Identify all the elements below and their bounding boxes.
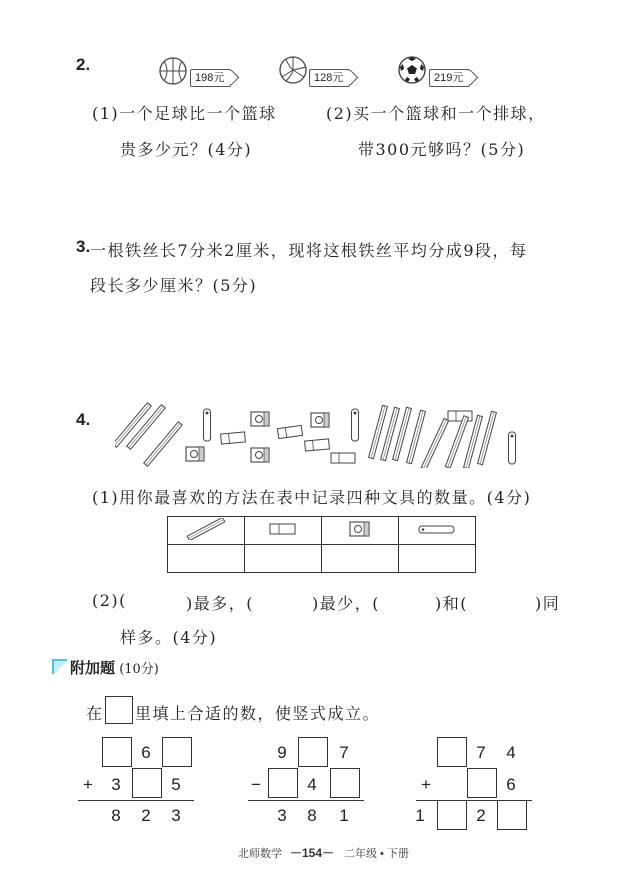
p1-result-tens: 2: [141, 806, 151, 825]
q4-sub2-e: )同: [535, 594, 561, 613]
bonus-instruction-pre: 在: [86, 704, 104, 723]
pencil-group-left: [115, 403, 182, 467]
p1-row2-ones: 5: [171, 775, 181, 794]
p2-row1-hundreds: 9: [277, 743, 287, 762]
p1-row1-tens: 6: [141, 743, 151, 762]
q4-sub1: (1)用你最喜欢的方法在表中记录四种文具的数量。(4分): [92, 488, 532, 507]
section-marker-icon: [52, 659, 67, 674]
q4-sub2-a: (2)(: [92, 591, 127, 610]
q4-number: 4.: [76, 410, 91, 429]
volleyball-price: 128元: [309, 69, 350, 87]
table-header-sharpener: [322, 517, 399, 545]
p1-sum-line: [78, 800, 194, 801]
q4-sub2-d: )和(: [435, 594, 468, 613]
p3-result-tens: 2: [476, 806, 486, 825]
p1-row2-tens-box[interactable]: [132, 768, 162, 798]
p2-row1-ones: 7: [339, 743, 349, 762]
p3-operator: +: [421, 775, 431, 794]
p2-result-ones: 1: [339, 806, 349, 825]
q3-line1: 一根铁丝长7分米2厘米，现将这根铁丝平均分成9段，每: [90, 241, 528, 260]
bonus-instruction-post: 里填上合适的数，使竖式成立。: [135, 704, 381, 723]
footer-grade: 二年级 • 下册: [344, 848, 409, 860]
p2-operator: −: [251, 775, 261, 794]
basketball-icon: [158, 56, 188, 86]
stationery-illustration: [115, 402, 525, 468]
p2-row2-ones-box[interactable]: [330, 768, 360, 798]
p2-difference-line: [248, 800, 364, 801]
q2-sub1-line2: 贵多少元？(4分): [120, 140, 253, 159]
p2-row1-tens-box[interactable]: [298, 737, 328, 767]
p3-result-ones-box[interactable]: [497, 800, 527, 830]
table-header-pencil: [168, 517, 245, 545]
football-icon: [397, 55, 427, 85]
p2-row2-hundreds-box[interactable]: [268, 768, 298, 798]
table-cell-ruler-count[interactable]: [399, 545, 476, 573]
p3-row1-ones: 4: [506, 743, 516, 762]
q2-sub1-line1: (1)一个足球比一个篮球: [92, 104, 277, 123]
p1-row2-hundreds: 3: [111, 775, 121, 794]
pencil-icon: [181, 518, 231, 540]
q4-sub2-c: )最少，(: [312, 594, 380, 613]
p3-row2-ones: 6: [506, 775, 516, 794]
q4-sub2-line2: 样多。(4分): [120, 628, 218, 647]
basketball-price: 198元: [190, 69, 231, 87]
p1-row1-ones-box[interactable]: [162, 737, 192, 767]
eraser-icon: [268, 522, 298, 536]
q3-number: 3.: [76, 237, 91, 256]
p2-row2-tens: 4: [307, 775, 317, 794]
footer-page-number: －154－: [290, 846, 335, 860]
table-cell-eraser-count[interactable]: [245, 545, 322, 573]
table-header-ruler: [399, 517, 476, 545]
p3-result-hundreds-box[interactable]: [437, 800, 467, 830]
q2-sub2-line2: 带300元够吗？(5分): [358, 140, 526, 159]
q4-sub2-b: )最多，(: [186, 594, 254, 613]
p3-row1-tens: 7: [476, 743, 486, 762]
table-header-eraser: [245, 517, 322, 545]
p3-row1-hundreds-box[interactable]: [437, 737, 467, 767]
volleyball-icon: [278, 55, 308, 85]
p1-operator: +: [83, 775, 93, 794]
p1-result-hundreds: 8: [111, 806, 121, 825]
p3-row2-tens-box[interactable]: [467, 768, 497, 798]
q2-number: 2.: [76, 55, 91, 74]
p1-row1-hundreds-box[interactable]: [102, 737, 132, 767]
record-table: [167, 516, 476, 573]
p3-result-thousands: 1: [415, 806, 425, 825]
table-cell-sharpener-count[interactable]: [322, 545, 399, 573]
ruler-icon: [417, 524, 457, 536]
q2-sub2-line1: (2)买一个篮球和一个排球，: [326, 104, 546, 123]
p2-result-hundreds: 3: [277, 806, 287, 825]
football-price: 219元: [429, 69, 470, 87]
q3-line2: 段长多少厘米？(5分): [90, 276, 258, 295]
p2-result-tens: 8: [307, 806, 317, 825]
table-cell-pencil-count[interactable]: [168, 545, 245, 573]
instruction-blank-box-icon: [105, 696, 133, 724]
bonus-section-title: 附加题 (10分): [52, 657, 159, 678]
footer-subject: 北师数学: [238, 848, 282, 860]
sharpener-icon: [348, 520, 372, 538]
p1-result-ones: 3: [171, 806, 181, 825]
